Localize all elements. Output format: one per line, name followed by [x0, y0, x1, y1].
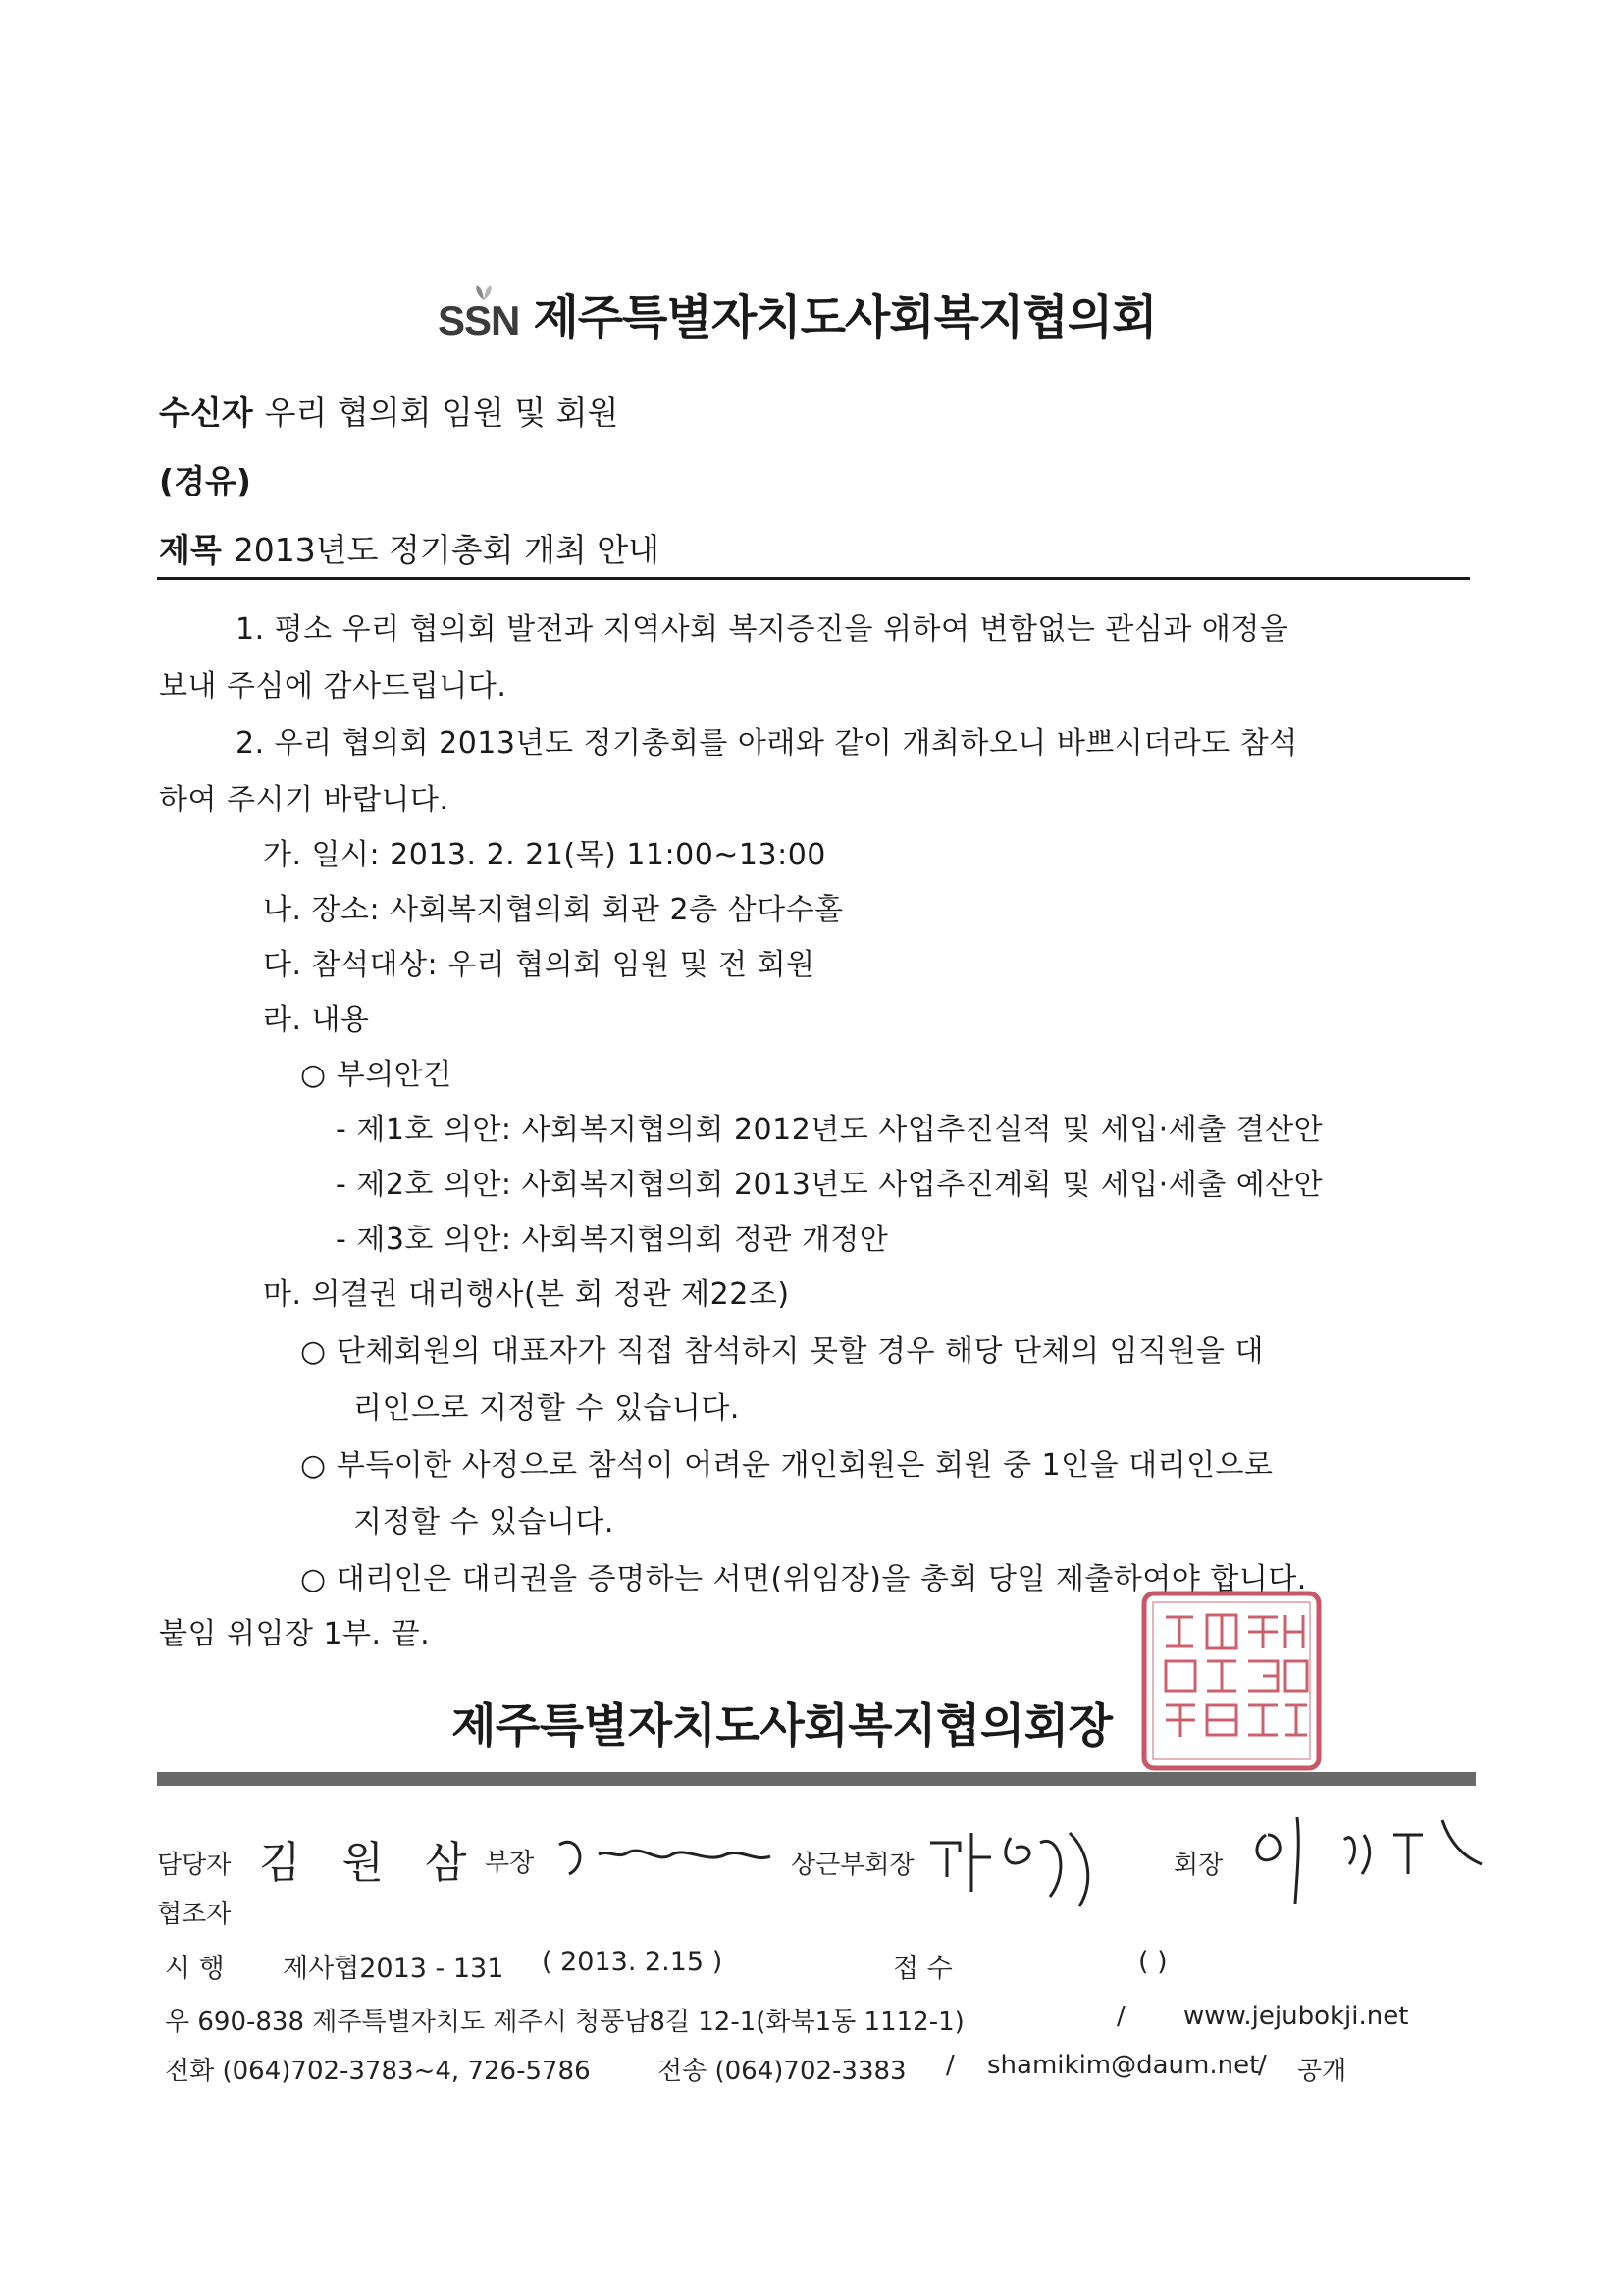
item-date: 가. 일시: 2013. 2. 21(목) 11:00~13:00 — [263, 838, 826, 872]
president-label: 회장 — [1174, 1851, 1224, 1880]
via-label: (경유) — [159, 462, 251, 500]
proxy-rule: ○ 대리인은 대리권을 증명하는 서면(위임장)을 총회 당일 제출하여야 합니다. — [300, 1562, 1307, 1596]
proxy-rule-cont: 리인으로 지정할 수 있습니다. — [353, 1391, 740, 1426]
standing-vp-label: 상근부회장 — [791, 1851, 915, 1880]
cooperator-label: 협조자 — [157, 1900, 232, 1929]
sender-name: 제주특별자치도사회복지협의회장 — [451, 1699, 1113, 1753]
agenda-item: - 제2호 의안: 사회복지협의회 2013년도 사업추진계획 및 세입·세출 예산안 — [336, 1168, 1324, 1202]
official-seal — [1138, 1588, 1325, 1778]
item-place: 나. 장소: 사회복지협의회 회관 2층 삼다수홀 — [263, 893, 844, 927]
leaf-icon — [473, 284, 495, 301]
paragraph-1-line-1: 1. 평소 우리 협의회 발전과 지역사회 복지증진을 위하여 변함없는 관심과 애정을 — [236, 612, 1289, 647]
manager-label: 부장 — [485, 1849, 535, 1878]
via-line — [159, 456, 263, 502]
separator: / — [1117, 2002, 1126, 2031]
subject-divider — [157, 577, 1470, 580]
org-title: 제주특별자치도사회복지협의회 — [533, 290, 1157, 345]
ssn-logo — [438, 297, 520, 343]
subject-value: 2013년도 정기총회 개최 안내 — [233, 531, 659, 569]
paragraph-1-line-2: 보내 주심에 감사드립니다. — [159, 669, 507, 704]
attachment-line: 붙임 위임장 1부. 끝. — [159, 1617, 431, 1651]
agenda-item: - 제1호 의안: 사회복지협의회 2012년도 사업추진실적 및 세입·세출 결산안 — [336, 1113, 1324, 1147]
disclosure-status: 공개 — [1297, 2057, 1347, 2086]
enforcement-label: 시 행 — [165, 1954, 225, 1984]
reception-label: 접 수 — [893, 1954, 953, 1984]
phone: 전화 (064)702-3783~4, 726-5786 — [165, 2057, 591, 2086]
footer-divider — [157, 1772, 1476, 1786]
staff-signature: 김 원 삼 — [259, 1838, 481, 1888]
document-header — [438, 273, 1157, 345]
recipient-line — [159, 388, 618, 434]
enforcement-number: 제사협2013 - 131 — [283, 1954, 504, 1984]
item-proxy: 마. 의결권 대리행사(본 회 정관 제22조) — [263, 1278, 790, 1312]
president-signature — [1246, 1805, 1492, 1913]
reception-value: ( ) — [1138, 1947, 1168, 1977]
recipient-value: 우리 협의회 임원 및 회원 — [264, 393, 619, 432]
separator: / — [1258, 2051, 1267, 2080]
proxy-rule: ○ 단체회원의 대표자가 직접 참석하지 못할 경우 해당 단체의 임직원을 대 — [300, 1334, 1264, 1369]
logo-text: SSN — [438, 297, 520, 343]
separator: / — [946, 2051, 955, 2080]
website-link[interactable]: www.jejubokji.net — [1183, 2002, 1409, 2031]
subject-label: 제목 — [159, 531, 222, 569]
proxy-rule-cont: 지정할 수 있습니다. — [353, 1505, 614, 1539]
address: 우 690-838 제주특별자치도 제주시 청풍남8길 12-1(화북1동 1112-1) — [165, 2008, 965, 2037]
item-contents: 라. 내용 — [263, 1003, 370, 1037]
fax: 전송 (064)702-3383 — [657, 2057, 907, 2086]
paragraph-2-line-1: 2. 우리 협의회 2013년도 정기총회를 아래와 같이 개최하오니 바쁘시더라도 참석 — [236, 726, 1298, 760]
manager-signature — [550, 1825, 785, 1884]
agenda-item: - 제3호 의안: 사회복지협의회 정관 개정안 — [336, 1223, 889, 1257]
standing-vp-signature — [922, 1813, 1119, 1911]
recipient-label: 수신자 — [159, 393, 253, 432]
subject-line — [159, 525, 659, 571]
enforcement-date: ( 2013. 2.15 ) — [542, 1947, 723, 1977]
agenda-title: ○ 부의안건 — [300, 1058, 452, 1092]
item-attendees: 다. 참석대상: 우리 협의회 임원 및 전 회원 — [263, 948, 815, 982]
email-link[interactable]: shamikim@daum.net — [987, 2051, 1260, 2080]
proxy-rule: ○ 부득이한 사정으로 참석이 어려운 개인회원은 회원 중 1인을 대리인으로 — [300, 1448, 1274, 1483]
staff-label: 담당자 — [157, 1851, 232, 1880]
paragraph-2-line-2: 하여 주시기 바랍니다. — [159, 783, 449, 817]
